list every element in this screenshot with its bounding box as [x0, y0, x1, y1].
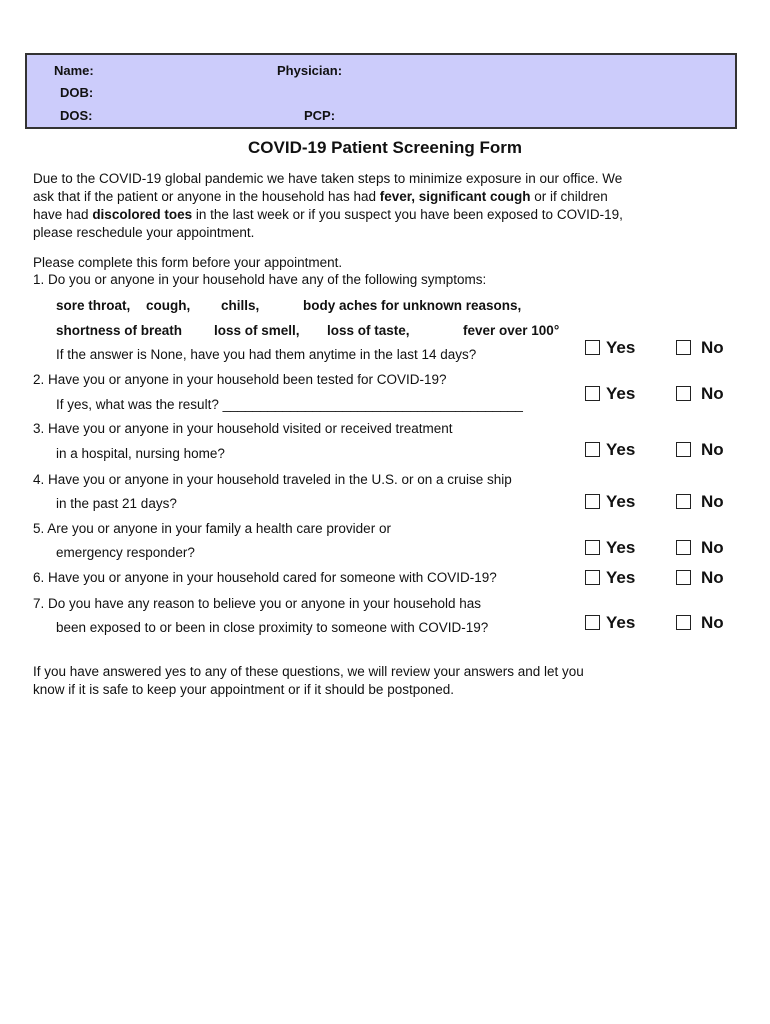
question-1: 1. Do you or anyone in your household have any of the following symptoms: — [33, 272, 487, 287]
q3-no-label: No — [701, 440, 724, 459]
symptom-chills: chills, — [221, 298, 260, 313]
q4-yes-label: Yes — [606, 492, 636, 511]
q2-no-label: No — [701, 384, 724, 403]
dos-label: DOS: — [60, 108, 93, 123]
symptom-fever: fever over 100° — [463, 323, 560, 338]
q7-no-checkbox[interactable] — [676, 615, 691, 630]
q3-no-checkbox[interactable] — [676, 442, 691, 457]
q6-no-label: No — [701, 568, 724, 587]
question-7-line1: 7. Do you have any reason to believe you or anyone in your household has — [33, 596, 482, 611]
instructions: Please complete this form before your appointment. — [33, 255, 343, 270]
question-7-line2: been exposed to or been in close proximity to someone with COVID-19? — [56, 620, 489, 635]
symptom-cough: cough, — [146, 298, 191, 313]
q6-yes-label: Yes — [606, 568, 636, 587]
q4-yes-checkbox[interactable] — [585, 494, 600, 509]
q1-yes-label: Yes — [606, 338, 636, 357]
q7-yes-checkbox[interactable] — [585, 615, 600, 630]
q5-no-checkbox[interactable] — [676, 540, 691, 555]
q1-yes-checkbox[interactable] — [585, 340, 600, 355]
symptom-body-aches: body aches for unknown reasons, — [303, 298, 522, 313]
question-4-line2: in the past 21 days? — [56, 496, 177, 511]
q5-no-label: No — [701, 538, 724, 557]
question-2-followup: If yes, what was the result? ________________________________________ — [56, 397, 523, 412]
name-label: Name: — [54, 63, 94, 78]
question-5-line1: 5. Are you or anyone in your family a health care provider or — [33, 521, 391, 536]
physician-label: Physician: — [277, 63, 343, 78]
q5-yes-checkbox[interactable] — [585, 540, 600, 555]
question-3-line2: in a hospital, nursing home? — [56, 446, 225, 461]
q5-yes-label: Yes — [606, 538, 636, 557]
q6-no-checkbox[interactable] — [676, 570, 691, 585]
q2-yes-checkbox[interactable] — [585, 386, 600, 401]
symptom-loss-of-smell: loss of smell, — [214, 323, 300, 338]
question-4-line1: 4. Have you or anyone in your household traveled in the U.S. or on a cruise ship — [33, 472, 512, 487]
question-6: 6. Have you or anyone in your household cared for someone with COVID-19? — [33, 570, 497, 585]
q3-yes-checkbox[interactable] — [585, 442, 600, 457]
patient-info-header — [25, 53, 737, 129]
q3-yes-label: Yes — [606, 440, 636, 459]
q2-yes-label: Yes — [606, 384, 636, 403]
page-title: COVID-19 Patient Screening Form — [248, 138, 522, 157]
question-5-line2: emergency responder? — [56, 545, 195, 560]
question-2: 2. Have you or anyone in your household been tested for COVID-19? — [33, 372, 447, 387]
q1-no-checkbox[interactable] — [676, 340, 691, 355]
pcp-label: PCP: — [304, 108, 336, 123]
q4-no-checkbox[interactable] — [676, 494, 691, 509]
q2-no-checkbox[interactable] — [676, 386, 691, 401]
q7-yes-label: Yes — [606, 613, 636, 632]
dob-label: DOB: — [60, 85, 94, 100]
symptom-loss-of-taste: loss of taste, — [327, 323, 410, 338]
question-3-line1: 3. Have you or anyone in your household visited or received treatment — [33, 421, 453, 436]
q7-no-label: No — [701, 613, 724, 632]
symptom-sore-throat: sore throat, — [56, 298, 131, 313]
question-1-followup: If the answer is None, have you had them anytime in the last 14 days? — [56, 347, 477, 362]
closing-paragraph: If you have answered yes to any of these questions, we will review your answers and let you know if it is safe to keep your appointment or if it should be postponed. — [33, 664, 584, 697]
symptom-shortness-of-breath: shortness of breath — [56, 323, 183, 338]
q6-yes-checkbox[interactable] — [585, 570, 600, 585]
intro-paragraph: Due to the COVID-19 global pandemic we have taken steps to minimize exposure in our office. We ask that if the patient or anyone in the household has had fever, significant cough or if children have had discolored toes in the last week or if you suspect you have been exposed to COVID-19, please reschedule your appointment. — [33, 171, 623, 240]
q1-no-label: No — [701, 338, 724, 357]
q4-no-label: No — [701, 492, 724, 511]
